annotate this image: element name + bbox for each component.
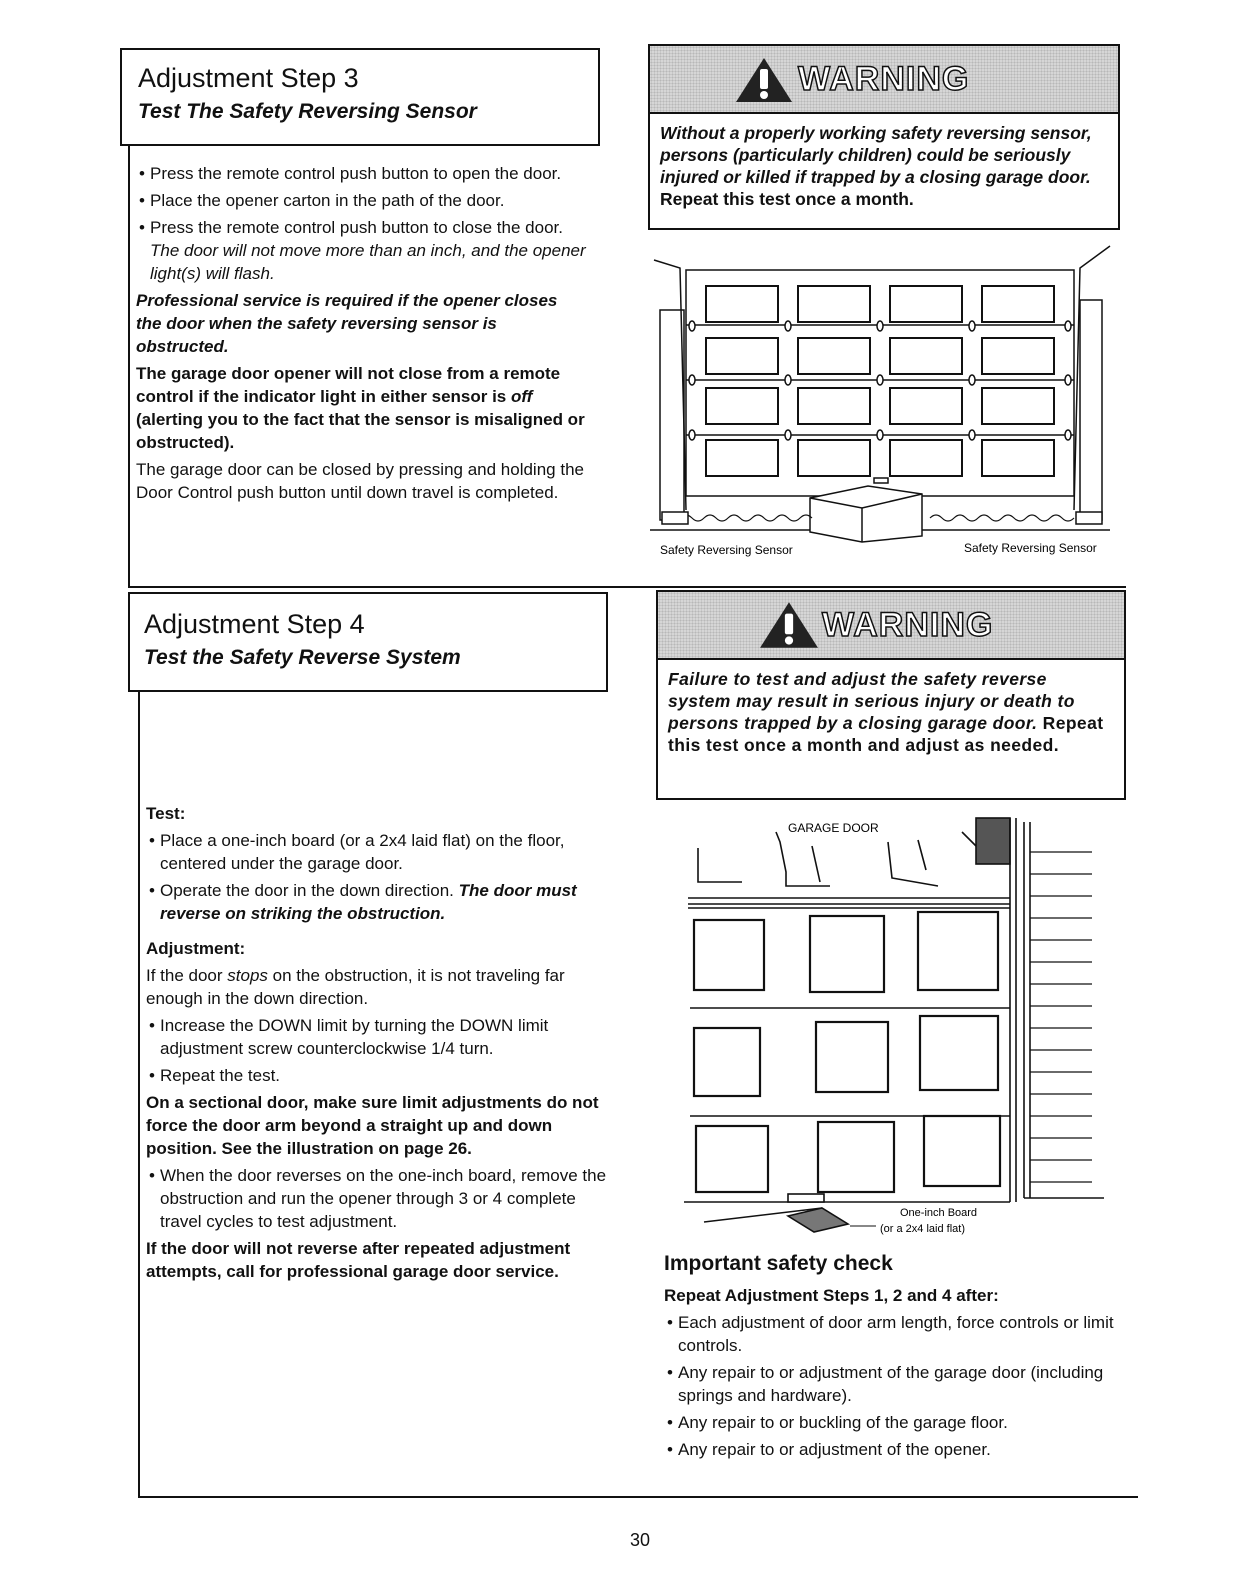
warning-text-1 [650, 114, 1118, 218]
opener-carton [810, 486, 922, 542]
step4-test-bullet-2 [146, 879, 618, 925]
step3-bullet-3 [136, 216, 586, 285]
step4-final-note: If the door will not reverse after repeated adjustment attempts, call for professional garage door service. [146, 1239, 571, 1281]
step4-adjustment-heading: Adjustment: [146, 939, 246, 958]
step4-subtitle: Test the Safety Reverse System [144, 645, 461, 669]
step3-subtitle: Test The Safety Reversing Sensor [138, 99, 477, 123]
warning-header-1 [650, 46, 1118, 114]
warning-box-1 [648, 44, 1120, 230]
step3-sensor-note-off: off [511, 387, 533, 406]
left-sensor-icon [662, 512, 688, 524]
safety-item: • Any repair to or buckling of the garage floor. [664, 1411, 1134, 1434]
step4-left-rule [138, 692, 140, 1498]
step3-bullet-2: • Place the opener carton in the path of the door. [136, 189, 586, 212]
step3-title-box [120, 48, 600, 146]
step4-test-bullet-2-text: Operate the door in the down direction. [160, 881, 454, 900]
bottom-rule [138, 1496, 1138, 1498]
safety-subheading: Repeat Adjustment Steps 1, 2 and 4 after: [664, 1286, 999, 1305]
step4-adj-a: If the door [146, 966, 223, 985]
warning-text-2 [658, 660, 1124, 764]
warning-word-2: WARNING [822, 606, 994, 644]
step4-test-bullet-1: • Place a one-inch board (or a 2x4 laid flat) on the floor, centered under the garage door. [146, 829, 618, 875]
section-divider [128, 586, 1126, 588]
warning-text-1-bold: Repeat this test once a month. [660, 189, 914, 209]
step3-title: Adjustment Step 3 [138, 63, 359, 93]
garage-door-board-figure [680, 812, 1120, 1242]
step4-title: Adjustment Step 4 [144, 609, 365, 639]
warning-word-1: WARNING [798, 60, 970, 98]
warning-header-2 [658, 592, 1124, 660]
right-sensor-icon [1076, 512, 1102, 524]
step4-body [146, 802, 618, 1287]
safety-check [664, 1252, 1134, 1465]
warning-text-2-bold: Repeat this test once a month and adjust as needed. [668, 713, 1104, 755]
step4-adj-bullet-1: • Increase the DOWN limit by turning the DOWN limit adjustment screw counterclockwise 1/4 turn. [146, 1014, 618, 1060]
step4-sectional-note: On a sectional door, make sure limit adjustments do not force the door arm beyond a straight up and down position. See the illustration on page 26. [146, 1093, 599, 1158]
step3-sensor-note-a: The garage door opener will not close from a remote control if the indicator light in either sensor is [136, 364, 561, 406]
step3-professional-note: Professional service is required if the opener closes the door when the safety reversing sensor is obstructed. [136, 291, 558, 356]
warning-text-2-italic: Failure to test and adjust the safety reverse system may result in serious injury or death to persons trapped by a closing garage door. [668, 669, 1075, 733]
warning-triangle-icon [758, 600, 820, 650]
safety-heading: Important safety check [664, 1252, 893, 1275]
warning-triangle-icon [734, 56, 794, 104]
board-label-1: One-inch Board [900, 1207, 978, 1219]
step3-bullet-1: • Press the remote control push button to open the door. [136, 162, 586, 185]
step3-sensor-note-b: (alerting you to the fact that the sensor is misaligned or obstructed). [136, 410, 585, 452]
step4-test-bullet-2-bold: The door must reverse on striking the obstruction. [160, 881, 577, 923]
safety-item: • Each adjustment of door arm length, force controls or limit controls. [664, 1311, 1134, 1357]
step4-adj-bullet-2: • Repeat the test. [146, 1064, 618, 1087]
safety-item: • Any repair to or adjustment of the opener. [664, 1438, 1134, 1461]
step3-bullet-3-italic: The door will not move more than an inch, and the opener light(s) will flash. [150, 241, 586, 283]
page-number: 30 [629, 1530, 651, 1550]
step3-left-rule [128, 146, 130, 586]
warning-box-2 [656, 590, 1126, 800]
step4-adjustment-para [146, 964, 618, 1010]
safety-item: • Any repair to or adjustment of the garage door (including springs and hardware). [664, 1361, 1134, 1407]
step3-sensor-note [136, 362, 586, 454]
step3-bullet-3-text: Press the remote control push button to close the door. [150, 218, 563, 237]
board-label-2: (or a 2x4 laid flat) [880, 1223, 965, 1235]
garage-door-sensor-figure [650, 240, 1130, 570]
step4-adj-b: on the obstruction, it is not traveling far enough in the down direction. [146, 966, 565, 1008]
step3-closing-note: The garage door can be closed by pressing and holding the Door Control push button until down travel is completed. [136, 460, 584, 502]
warning-text-1-italic: Without a properly working safety reversing sensor, persons (particularly children) could be seriously injured or killed if trapped by a closing garage door. [660, 123, 1092, 187]
step4-title-box [128, 592, 608, 692]
step3-body [136, 162, 586, 508]
step4-adj-bullet-3: • When the door reverses on the one-inch board, remove the obstruction and run the opener through 3 or 4 complete travel cycles to test adjustment. [146, 1164, 618, 1233]
step4-test-heading: Test: [146, 804, 186, 823]
right-sensor-label: Safety Reversing Sensor [964, 541, 1097, 555]
garage-door-label: GARAGE DOOR [788, 821, 879, 835]
left-sensor-label: Safety Reversing Sensor [660, 543, 793, 557]
step4-adj-italic: stops [227, 966, 268, 985]
safety-list [664, 1311, 1134, 1461]
